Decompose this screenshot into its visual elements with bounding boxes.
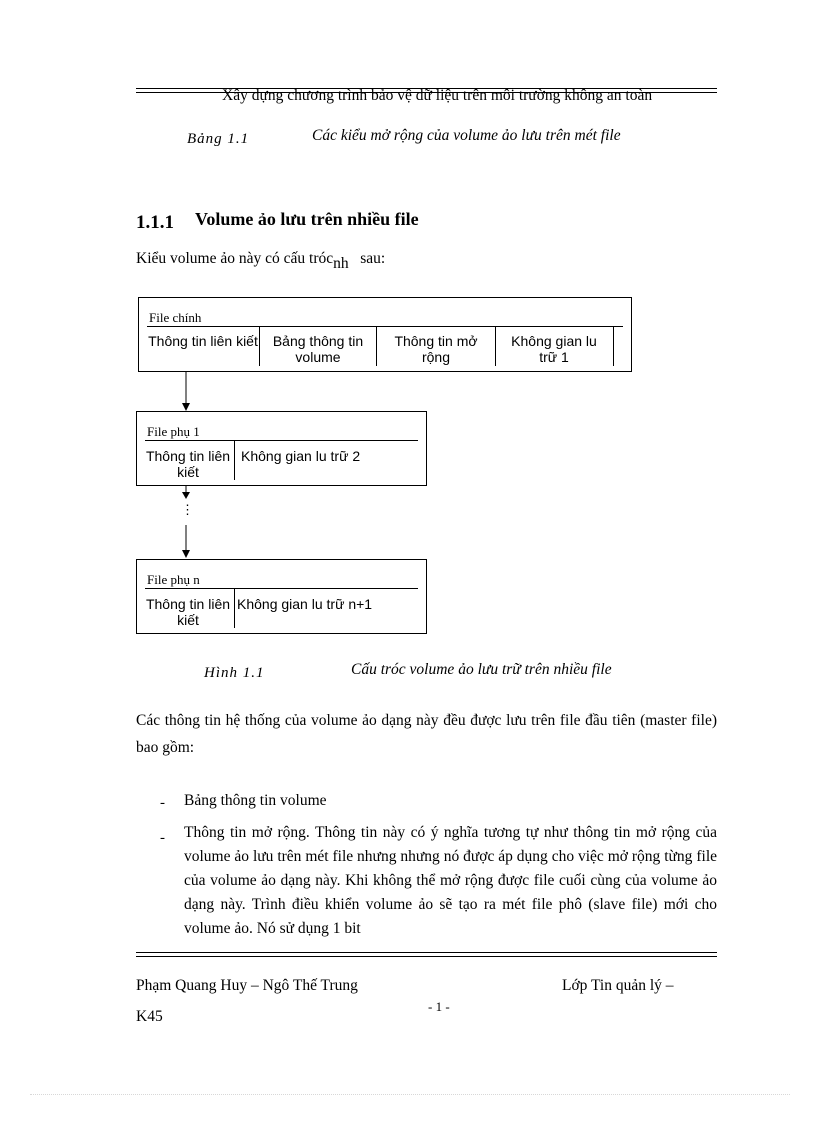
main-file-title: File chính bbox=[149, 310, 202, 325]
diagram-ellipsis: ⋮ bbox=[181, 502, 194, 517]
sub-file-n-sep bbox=[234, 588, 235, 628]
main-file-box bbox=[138, 297, 632, 372]
sub-file-n-title: File phụ n bbox=[147, 572, 200, 587]
table-caption-text: Các kiểu mở rộng của volume ảo lưu trên mét file bbox=[312, 127, 621, 144]
figure-caption-label: Hình 1.1 bbox=[204, 665, 265, 681]
sub-file-1-cell-link-info: Thông tin liên kiết bbox=[145, 448, 231, 480]
sub-file-1-sep bbox=[234, 440, 235, 480]
arrow-ellipsis-to-subn bbox=[182, 525, 190, 558]
page-edge-line bbox=[30, 1094, 790, 1095]
section-number: 1.1.1 bbox=[136, 212, 174, 233]
footer-class-cont: K45 bbox=[136, 1008, 163, 1025]
bullet-item-1: Bảng thông tin volume bbox=[184, 792, 327, 809]
table-caption-label: Bảng 1.1 bbox=[187, 131, 250, 147]
sub-file-n-cell-storage: Không gian lu trữ n+1 bbox=[237, 596, 373, 612]
bullet-marker-2: - bbox=[160, 830, 165, 846]
main-file-sep-2 bbox=[376, 326, 377, 366]
main-file-cell-link-info: Thông tin liên kiết bbox=[148, 333, 258, 349]
diagram-arrows bbox=[170, 365, 210, 565]
intro-text bbox=[136, 247, 385, 271]
intro-text-a: Kiểu volume ảo này có cấu tróc bbox=[136, 250, 334, 267]
footer-authors: Phạm Quang Huy – Ngô Thế Trung bbox=[136, 977, 358, 994]
footer-rule-top bbox=[136, 952, 717, 953]
figure-caption-text: Cấu tróc volume ảo lưu trữ trên nhiều file bbox=[351, 661, 612, 678]
body-paragraph: Các thông tin hệ thống của volume ảo dạng này đều được lưu trên file đầu tiên (master file) bao gồm: bbox=[136, 712, 717, 756]
main-file-sep-4 bbox=[613, 326, 614, 366]
sub-file-1-title: File phụ 1 bbox=[147, 424, 200, 439]
bullet-item-2: Thông tin mở rộng. Thông tin này có ý nghĩa tương tự như thông tin mở rộng của volume ảo lưu trên mét file nhưng nhưng nó được áp dụng cho việc mở rộng từng file của volume ảo dạng này. Khi không thể mở rộng được file cuối cùng của volume ảo dạng này. Trình điều khiển volume ảo sẽ tạo ra mét file phô (slave file) mới cho volume ảo. Nó sử dụng 1 bit bbox=[184, 824, 717, 937]
intro-text-b: sau: bbox=[360, 250, 386, 267]
main-file-title-line bbox=[147, 326, 623, 327]
main-file-cell-storage-1: Không gian lu trữ 1 bbox=[511, 333, 597, 365]
sub-file-n-title-line bbox=[145, 588, 418, 589]
sub-file-n-box bbox=[136, 559, 427, 634]
footer-rule-bottom bbox=[136, 956, 717, 957]
running-header: Xây dựng chương trình bảo vệ dữ liệu trên môi trường không an toàn bbox=[222, 87, 653, 104]
main-file-sep-1 bbox=[259, 326, 260, 366]
arrow-sub1-to-ellipsis bbox=[182, 485, 190, 499]
bullet-marker-1: - bbox=[160, 795, 165, 811]
main-file-sep-3 bbox=[495, 326, 496, 366]
sub-file-1-cell-storage: Không gian lu trữ 2 bbox=[241, 448, 361, 464]
main-file-cell-extension-info: Thông tin mở rộng bbox=[394, 333, 478, 365]
main-file-cell-volume-table: Bảng thông tin volume bbox=[272, 333, 364, 365]
footer-class: Lớp Tin quản lý – bbox=[562, 977, 674, 994]
section-title: Volume ảo lưu trên nhiều file bbox=[195, 209, 419, 229]
arrow-main-to-sub1 bbox=[182, 371, 190, 411]
intro-text-sub: nh bbox=[333, 255, 349, 272]
sub-file-n-cell-link-info: Thông tin liên kiết bbox=[145, 596, 231, 628]
page-number: - 1 - bbox=[428, 999, 450, 1014]
